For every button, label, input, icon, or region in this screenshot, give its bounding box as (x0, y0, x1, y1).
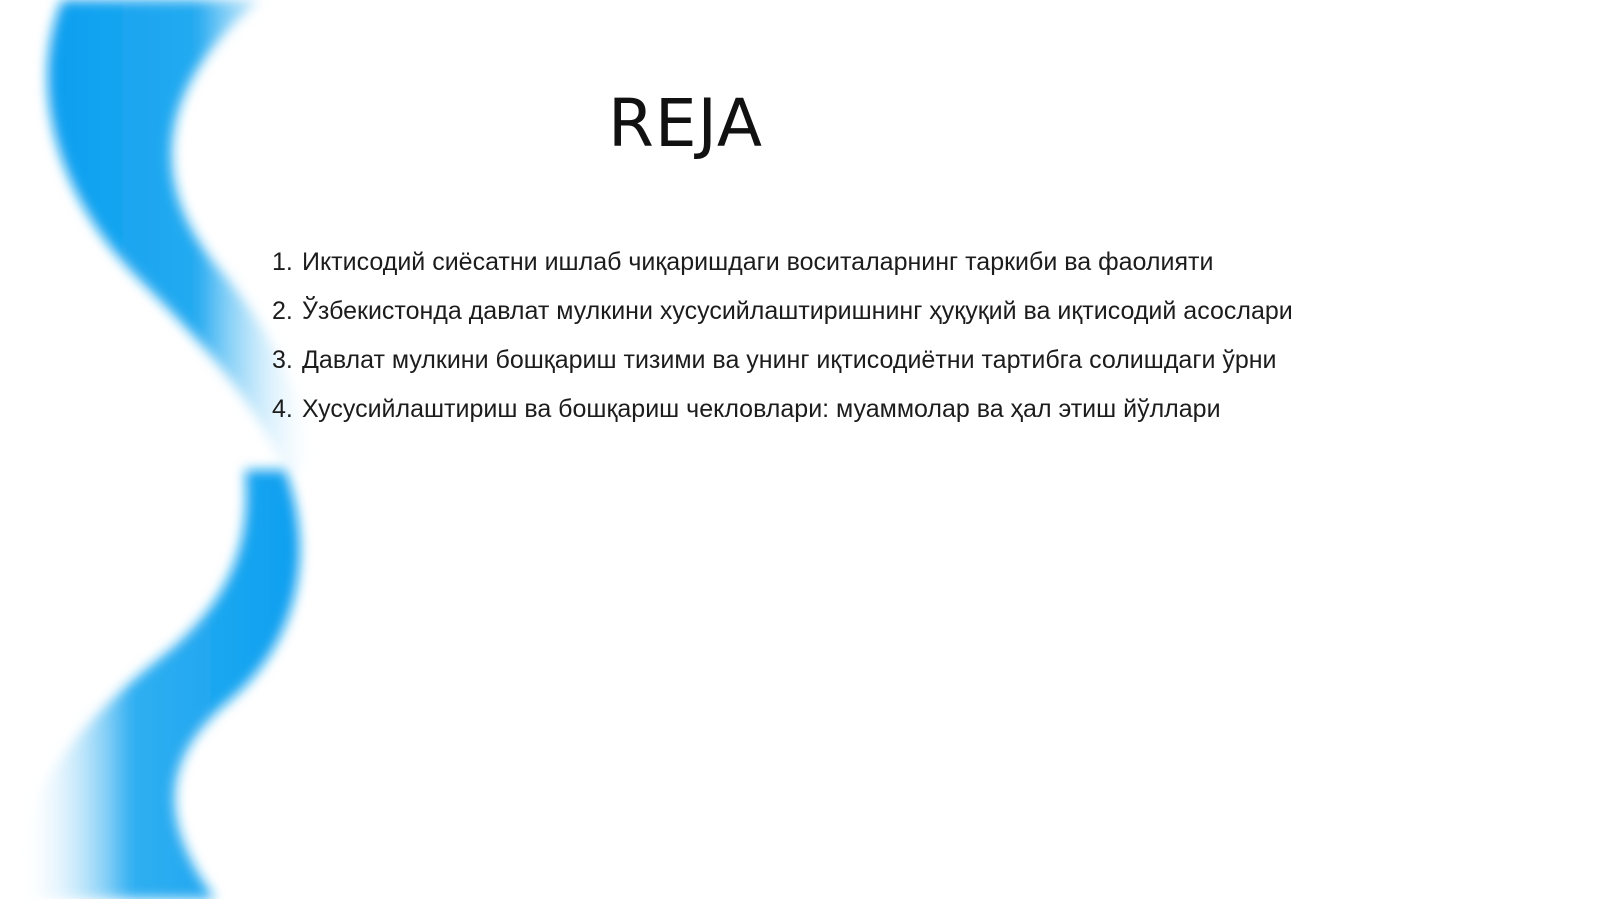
plan-item-text: Давлат мулкини бошқариш тизими ва унинг иқтисодиётни тартибга солишдаги ўрни (302, 346, 1277, 374)
plan-item-3 (272, 336, 1293, 385)
plan-item-number: 4. (272, 395, 293, 423)
plan-item-1 (272, 238, 1293, 287)
plan-item-4 (272, 385, 1293, 434)
plan-item-number: 1. (272, 248, 293, 276)
plan-item-text: Иктисодий сиёсатни ишлаб чиқаришдаги воситаларнинг таркиби ва фаолияти (302, 248, 1214, 276)
plan-item-number: 3. (272, 346, 293, 374)
plan-item-number: 2. (272, 297, 293, 325)
plan-list (272, 238, 1293, 434)
plan-item-text: Хусусийлаштириш ва бошқариш чекловлари: муаммолар ва ҳал этиш йўллари (302, 395, 1221, 423)
plan-item-2 (272, 287, 1293, 336)
slide-title: REJA (608, 85, 764, 162)
plan-item-text: Ўзбекистонда давлат мулкини хусусийлаштиришнинг ҳуқуқий ва иқтисодий асослари (302, 297, 1293, 325)
